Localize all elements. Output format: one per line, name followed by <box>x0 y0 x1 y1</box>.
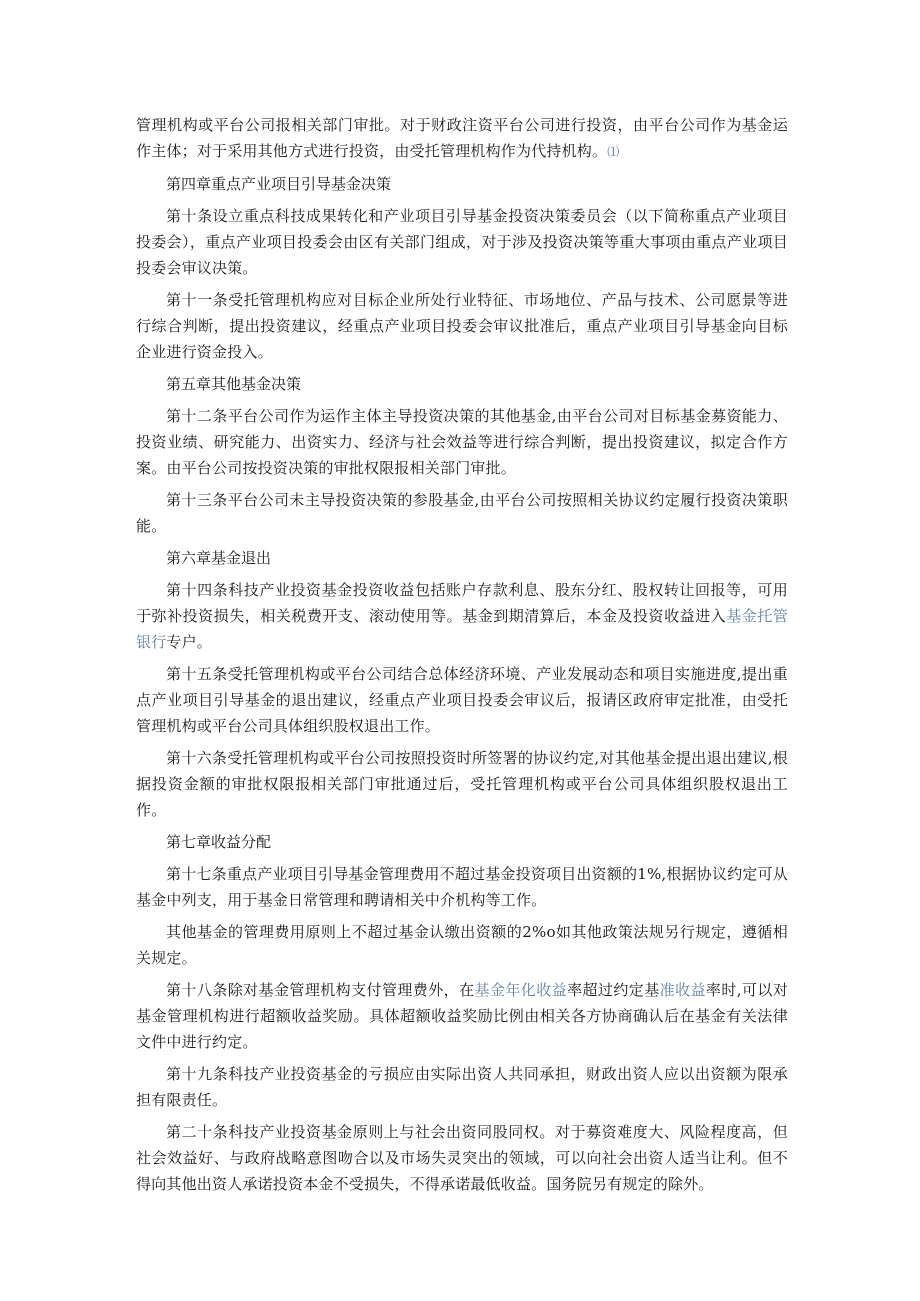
article-14-text-a: 第十四条科技产业投资基金投资收益包括账户存款利息、股东分红、股权转让回报等，可用于弥补投资损失，相关税费开支、滚动使用等。基金到期清算后，本金及投资收益进入 <box>136 581 788 625</box>
chapter-heading-6: 第六章基金退出 <box>166 549 272 567</box>
article-14 <box>136 577 788 655</box>
article-16: 第十六条受托管理机构或平台公司按照投资时所签署的协议约定,对其他基金提出退出建议,根据投资金额的审批权限报相关部门审批通过后，受托管理机构或平台公司具体组织股权退出工作。 <box>136 749 788 819</box>
chapter-heading-4: 第四章重点产业项目引导基金决策 <box>166 175 392 193</box>
footnote-marker[interactable]: ⑴ <box>607 145 620 159</box>
article-18 <box>136 977 788 1055</box>
article-11: 第十一条受托管理机构应对目标企业所处行业特征、市场地位、产品与技术、公司愿景等进行综合判断，提出投资建议，经重点产业项目投委会审议批准后，重点产业项目引导基金向目标企业进行资金投入。 <box>136 291 788 361</box>
article-17: 第十七条重点产业项目引导基金管理费用不超过基金投资项目出资额的1%,根据协议约定可从基金中列支，用于基金日常管理和聘请相关中介机构等工作。 <box>136 865 788 909</box>
custodian-bank-link[interactable]: 基金托管银行 <box>136 607 788 651</box>
article-19: 第十九条科技产业投资基金的亏损应由实际出资人共同承担，财政出资人应以出资额为限承担有限责任。 <box>136 1065 788 1109</box>
article-17-supplement: 其他基金的管理费用原则上不超过基金认缴出资额的2%o如其他政策法规另行规定，遵循相关规定。 <box>136 923 788 967</box>
article-10: 第十条设立重点科技成果转化和产业项目引导基金投资决策委员会（以下简称重点产业项目投委会），重点产业项目投委会由区有关部门组成，对于涉及投资决策等重大事项由重点产业项目投委会审议决策。 <box>136 207 788 277</box>
article-13: 第十三条平台公司未主导投资决策的参股基金,由平台公司按照相关协议约定履行投资决策职能。 <box>136 491 788 535</box>
article-12: 第十二条平台公司作为运作主体主导投资决策的其他基金,由平台公司对目标基金募资能力、投资业绩、研究能力、出资实力、经济与社会效益等进行综合判断，提出投资建议，拟定合作方案。由平台公司按投资决策的审批权限报相关部门审批。 <box>136 407 788 477</box>
paragraph-text: 管理机构或平台公司报相关部门审批。对于财政注资平台公司进行投资，由平台公司作为基金运作主体；对于采用其他方式进行投资，由受托管理机构作为代持机构。 <box>136 116 788 160</box>
paragraph-continuation <box>136 112 788 165</box>
article-20: 第二十条科技产业投资基金原则上与社会出资同股同权。对于募资难度大、风险程度高，但社会效益好、与政府战略意图吻合以及市场失灵突出的领域，可以向社会出资人适当让利。但不得向其他出资人承诺投资本金不受损失，不得承诺最低收益。国务院另有规定的除外。 <box>136 1123 788 1193</box>
annualized-return-link[interactable]: 基金年化收益 <box>474 981 568 999</box>
article-15: 第十五条受托管理机构或平台公司结合总体经济环境、产业发展动态和项目实施进度,提出重点产业项目引导基金的退出建议，经重点产业项目投委会审议后，报请区政府审定批准，由受托管理机构或平台公司具体组织股权退出工作。 <box>136 665 788 735</box>
article-14-text-b: 专户。 <box>166 633 213 651</box>
document-page <box>136 112 788 1197</box>
article-18-text-c: 率时,可以对基金管理机构进行超额收益奖励。具体超额收益奖励比例由相关各方协商确认后在基金有关法律文件中进行约定。 <box>136 981 789 1051</box>
benchmark-return-link[interactable]: 准收益 <box>659 981 706 999</box>
article-18-text-a: 第十八条除对基金管理机构支付管理费外，在 <box>166 981 475 999</box>
chapter-heading-5: 第五章其他基金决策 <box>166 375 302 393</box>
chapter-heading-7: 第七章收益分配 <box>166 833 272 851</box>
article-18-text-b: 率超过约定基 <box>567 981 660 999</box>
